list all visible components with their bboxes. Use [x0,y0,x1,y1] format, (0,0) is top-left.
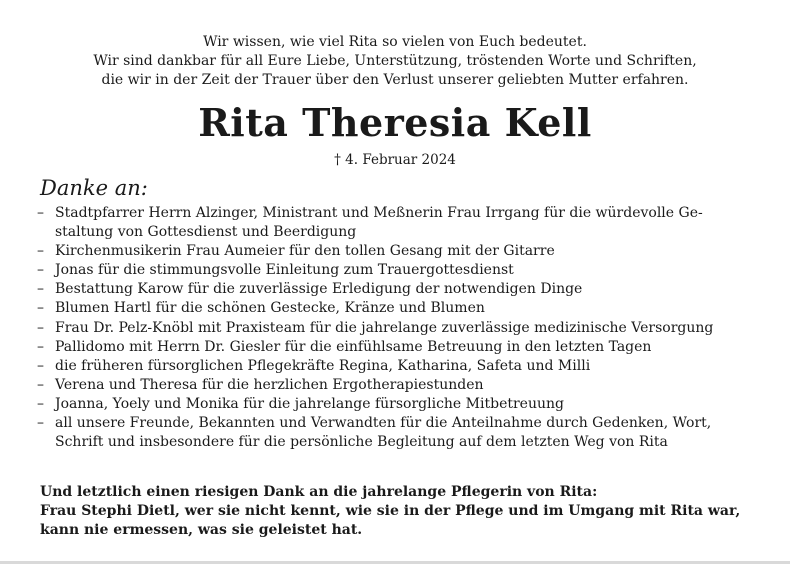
list-item [37,319,757,338]
list-item-text: Kirchenmusikerin Frau Aumeier für den tollen Gesang mit der Gitarre [55,243,555,260]
list-item-text: Verena und Theresa für die herzlichen Ergotherapiestunden [55,376,484,393]
list-dash: – [37,262,44,279]
list-item-text: Frau Dr. Pelz-Knöbl mit Praxisteam für die jahrelange zuverlässige medizinische Versorgung [55,319,714,336]
intro-text [40,33,750,90]
thanks-heading: Danke an: [40,176,148,200]
death-date: † 4. Februar 2024 [334,152,456,168]
list-item-text: die früheren fürsorglichen Pflegekräfte Regina, Katharina, Safeta und Milli [55,357,591,374]
list-item [37,395,757,414]
list-dash: – [37,205,44,221]
deceased-name: Rita Theresia Kell [198,100,592,145]
list-dash: – [37,243,44,260]
list-item-text: Stadtpfarrer Herrn Alzinger, Ministrant und Meßnerin Frau Irrgang für die würdevolle Ge- [55,205,703,221]
list-item-text: staltung von Gottesdienst und Beerdigung [55,224,357,241]
list-dash: – [37,300,44,317]
intro-line: Wir wissen, wie viel Rita so vielen von Euch bedeutet. [203,34,587,50]
list-dash: – [37,376,44,393]
list-item [37,357,757,376]
list-item-text: Bestattung Karow für die zuverlässige Erledigung der notwendigen Dinge [55,281,583,298]
list-item [37,204,757,242]
intro-line: Wir sind dankbar für all Eure Liebe, Unterstützung, tröstenden Worte und Schriften, [93,53,697,69]
closing-line: kann nie ermessen, was sie geleistet hat. [40,522,363,538]
intro-line: die wir in der Zeit der Trauer über den Verlust unserer geliebten Mutter erfahren. [101,72,689,88]
list-item [37,338,757,357]
closing-line: Frau Stephi Dietl, wer sie nicht kennt, wie sie in der Pflege und im Umgang mit Rita war, [40,503,741,519]
list-item-text: Jonas für die stimmungsvolle Einleitung zum Trauergottesdienst [55,262,514,279]
list-item-text: all unsere Freunde, Bekannten und Verwandten für die Anteilnahme durch Gedenken, Wort, [55,415,712,432]
list-item [37,280,757,299]
list-item [37,299,757,318]
list-dash: – [37,415,44,432]
list-dash: – [37,357,44,374]
list-item [37,261,757,280]
list-dash: – [37,281,44,298]
list-item [37,376,757,395]
list-item-text: Pallidomo mit Herrn Dr. Giesler für die einfühlsame Betreuung in den letzten Tagen [55,338,652,355]
closing-line: Und letztlich einen riesigen Dank an die jahrelange Pflegerin von Rita: [40,484,598,500]
list-item [37,242,757,261]
list-item-text: Schrift und insbesondere für die persönliche Begleitung auf dem letzten Weg von Rita [55,434,668,451]
closing-text [40,483,760,540]
list-item [37,414,757,452]
list-dash: – [37,319,44,336]
list-item-text: Joanna, Yoely und Monika für die jahrelange fürsorgliche Mitbetreuung [55,395,564,412]
thanks-list [37,204,757,452]
list-dash: – [37,395,44,412]
list-dash: – [37,338,44,355]
list-item-text: Blumen Hartl für die schönen Gestecke, Kränze und Blumen [55,300,485,317]
